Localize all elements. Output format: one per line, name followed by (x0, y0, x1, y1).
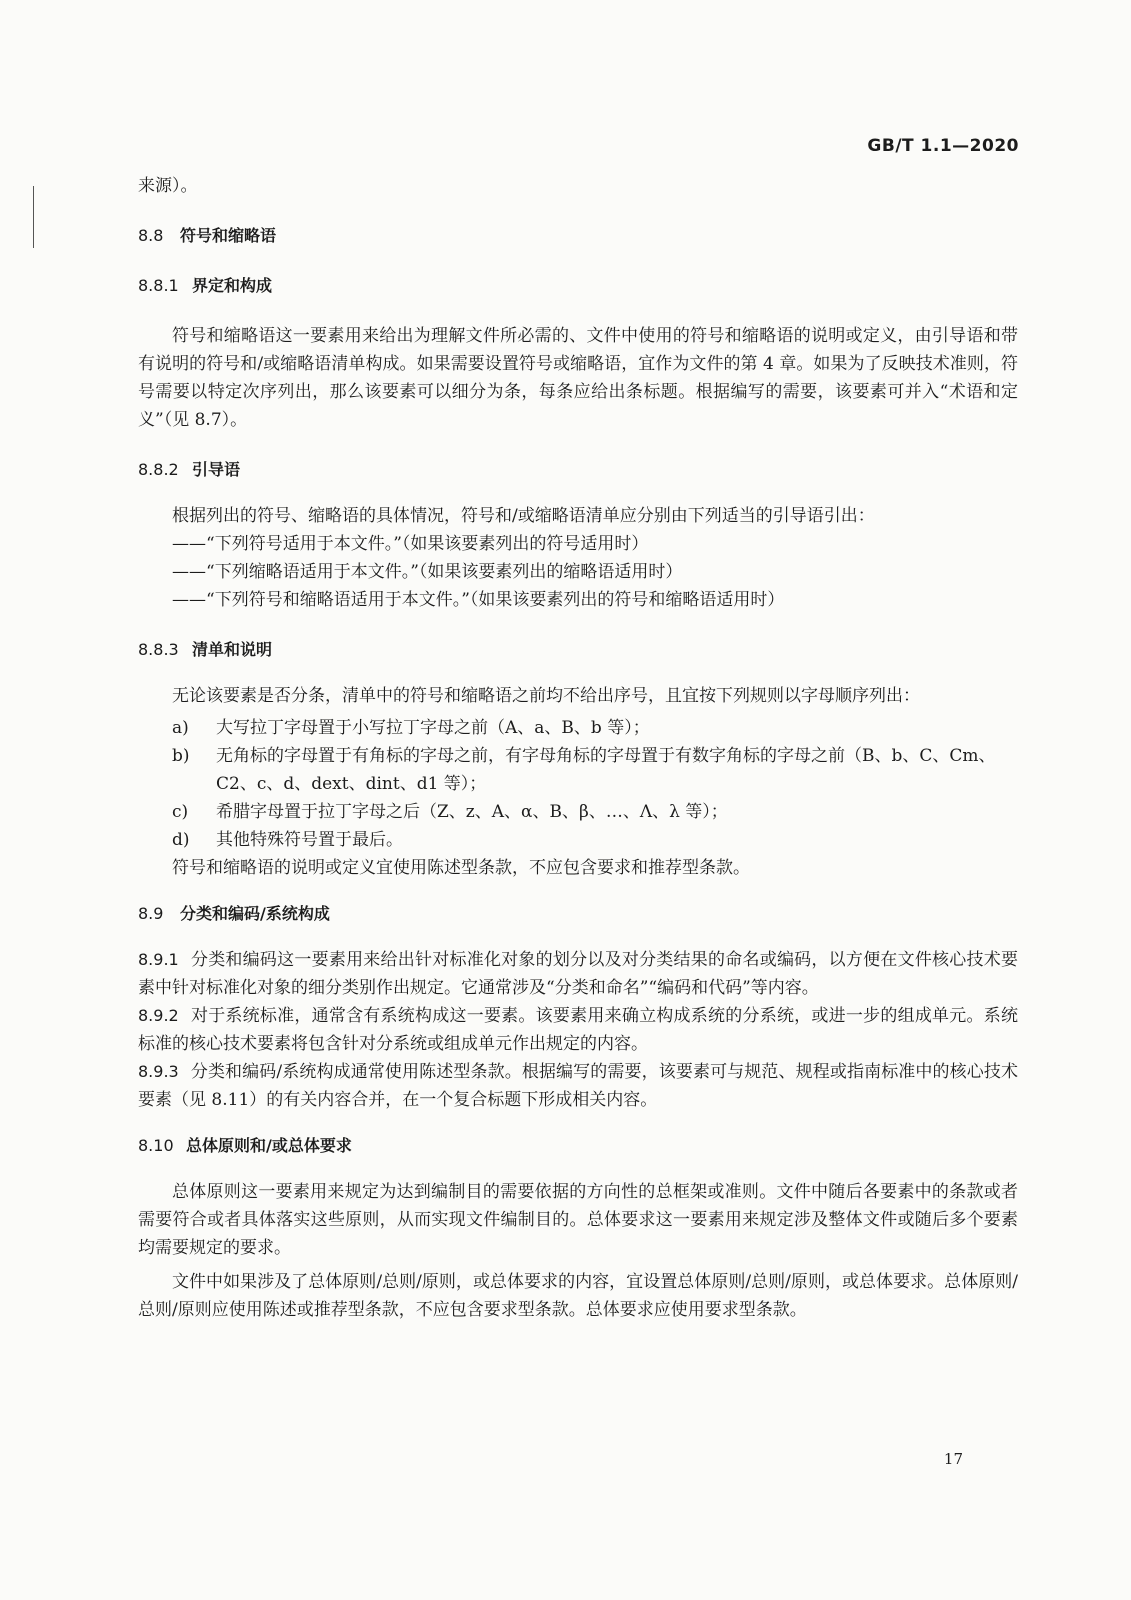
list-item (138, 798, 1018, 826)
dash-list-item: ——“下列缩略语适用于本文件。”（如果该要素列出的缩略语适用时） (172, 562, 683, 582)
clause-number: 8.9.3 (138, 1062, 179, 1081)
clause-text: 分类和编码/系统构成通常使用陈述型条款。根据编写的需要，该要素可与规范、规程或指南标准中的核心技术要素（见 8.11）的有关内容合并，在一个复合标题下形成相关内容。 (138, 1062, 1018, 1110)
paragraph: 文件中如果涉及了总体原则/总则/原则，或总体要求的内容，宜设置总体原则/总则/原则，或总体要求。总体原则/总则/原则应使用陈述或推荐型条款，不应包含要求型条款。总体要求应使用要求型条款。 (138, 1272, 1018, 1320)
section-8-8-1-heading (138, 272, 1018, 300)
clause-text: 分类和编码这一要素用来给出针对标准化对象的划分以及对分类结果的命名或编码，以方便在文件核心技术要素中针对标准化对象的细分类别作出规定。它通常涉及“分类和命名”“编码和代码”等内容。 (138, 950, 1018, 998)
section-number: 8.10 (138, 1136, 174, 1155)
section-number: 8.8.1 (138, 276, 179, 295)
section-number: 8.8 (138, 226, 164, 245)
paragraph: 符号和缩略语的说明或定义宜使用陈述型条款，不应包含要求和推荐型条款。 (172, 858, 750, 878)
paragraph: 总体原则这一要素用来规定为达到编制目的需要依据的方向性的总框架或准则。文件中随后各要素中的条款或者需要符合或者具体落实这些原则，从而实现文件编制目的。总体要求这一要素用来规定涉及整体文件或随后多个要素均需要规定的要求。 (138, 1182, 1018, 1258)
list-label: c) (172, 802, 189, 822)
section-title: 分类和编码/系统构成 (180, 904, 330, 923)
paragraph: 根据列出的符号、缩略语的具体情况，符号和/或缩略语清单应分别由下列适当的引导语引出： (172, 506, 875, 526)
clause-number: 8.9.1 (138, 950, 179, 969)
binding-margin-line (33, 186, 34, 248)
section-8-8-2-heading (138, 456, 1018, 484)
section-8-8-3-heading (138, 636, 1018, 664)
list-label: a) (172, 718, 189, 738)
section-8-8-heading (138, 222, 1018, 250)
list-item (138, 742, 1018, 798)
standard-code: GB/T 1.1—2020 (867, 136, 1019, 156)
section-title: 界定和构成 (192, 276, 273, 295)
paragraph: 符号和缩略语这一要素用来给出为理解文件所必需的、文件中使用的符号和缩略语的说明或定义，由引导语和带有说明的符号和/或缩略语清单构成。如果需要设置符号或缩略语，宜作为文件的第 4 章。如果为了反映技术准则，符号需要以特定次序列出，那么该要素可以细分为条，每条应给出条标题。根据编写的需要，该要素可并入“术语和定义”（见 8.7）。 (138, 326, 1018, 430)
previous-section-tail: 来源）。 (138, 176, 198, 196)
dash-list-item: ——“下列符号和缩略语适用于本文件。”（如果该要素列出的符号和缩略语适用时） (172, 590, 785, 610)
paragraph: 无论该要素是否分条，清单中的符号和缩略语之前均不给出序号，且宜按下列规则以字母顺序列出： (172, 686, 920, 706)
clause-text: 对于系统标准，通常含有系统构成这一要素。该要素用来确立构成系统的分系统，或进一步的组成单元。系统标准的核心技术要素将包含针对分系统或组成单元作出规定的内容。 (138, 1006, 1018, 1054)
list-text: 希腊字母置于拉丁字母之后（Z、z、A、α、B、β、…、Λ、λ 等）； (216, 802, 728, 822)
clause-number: 8.9.2 (138, 1006, 179, 1025)
clause-8-9-3 (138, 1058, 1018, 1114)
section-title: 清单和说明 (192, 640, 273, 659)
list-text: 大写拉丁字母置于小写拉丁字母之前（A、a、B、b 等）； (216, 718, 650, 738)
section-number: 8.8.3 (138, 640, 179, 659)
list-label: d) (172, 830, 190, 850)
list-label: b) (172, 746, 190, 766)
list-text: 其他特殊符号置于最后。 (216, 830, 403, 850)
list-text: 无角标的字母置于有角标的字母之前，有字母角标的字母置于有数字角标的字母之前（B、b、C、Cm、C2、c、d、dext、dint、d1 等）； (216, 746, 996, 794)
section-title: 引导语 (192, 460, 241, 479)
section-number: 8.8.2 (138, 460, 179, 479)
section-8-9-heading (138, 900, 1018, 928)
clause-8-9-2 (138, 1002, 1018, 1058)
page-number: 17 (943, 1450, 963, 1468)
list-item (138, 826, 1018, 854)
page-content (138, 170, 1018, 1324)
dash-list-item: ——“下列符号适用于本文件。”（如果该要素列出的符号适用时） (172, 534, 649, 554)
list-item (138, 714, 1018, 742)
section-8-10-heading (138, 1132, 1018, 1160)
section-number: 8.9 (138, 904, 164, 923)
section-title: 总体原则和/或总体要求 (186, 1136, 352, 1155)
clause-8-9-1 (138, 946, 1018, 1002)
section-title: 符号和缩略语 (180, 226, 277, 245)
